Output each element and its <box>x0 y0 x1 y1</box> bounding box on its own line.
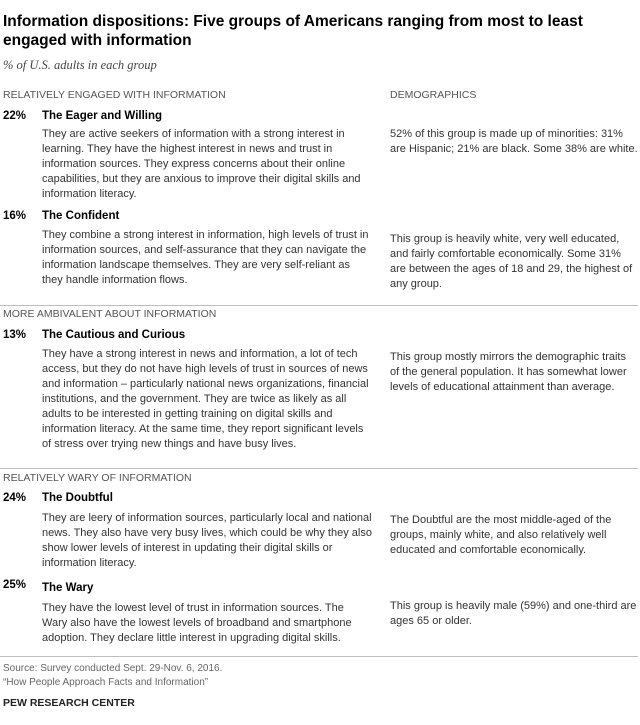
demographics-header: DEMOGRAPHICS <box>390 89 477 101</box>
group-desc-confident: They combine a strong interest in information, high levels of trust in information sources, and self-assurance that they can navigate the information landscape themselves. They are very self-reliant as they handle information flows. <box>42 229 369 286</box>
group-demo-eager: 52% of this group is made up of minorities: 31% are Hispanic; 21% are black. Some 38% are white. <box>390 128 638 155</box>
section-label-wary: RELATIVELY WARY OF INFORMATION <box>3 472 192 484</box>
group-desc-doubtful: They are leery of information sources, particularly local and national news. They also have very busy lives, which could be why they also show lower levels of interest in updating their digital skills or information literacy. <box>42 512 372 569</box>
group-name-wary: The Wary <box>42 582 94 594</box>
group-demo-confident: This group is heavily white, very well educated, and fairly comfortable economically. Some 31% are between the ages of 18 and 29, the highest of any group. <box>390 233 633 290</box>
group-desc-wary: They have the lowest level of trust in information sources. The Wary also have the lowest levels of broadband and smartphone adoption. They declare little interest in upgrading digital skills. <box>42 602 352 644</box>
group-demo-doubtful: The Doubtful are the most middle-aged of the groups, mainly white, and also relatively well educated and comfortable economically. <box>390 514 612 556</box>
group-name-cautious: The Cautious and Curious <box>42 329 186 341</box>
page-title: Information dispositions: Five groups of Americans ranging from most to least engaged with information <box>3 13 583 49</box>
group-name-eager: The Eager and Willing <box>42 110 163 122</box>
section-divider <box>0 468 638 469</box>
organization-name: PEW RESEARCH CENTER <box>3 697 135 709</box>
report-title-note: “How People Approach Facts and Information” <box>3 677 209 688</box>
group-demo-wary: This group is heavily male (59%) and one-third are ages 65 or older. <box>390 600 637 627</box>
group-pct-doubtful: 24% <box>3 492 27 504</box>
group-demo-cautious: This group mostly mirrors the demographic traits of the general population. It has somewhat lower levels of educational attainment than average. <box>390 351 627 393</box>
section-label-engaged: RELATIVELY ENGAGED WITH INFORMATION <box>3 89 226 101</box>
group-pct-confident: 16% <box>3 210 27 222</box>
footer-divider <box>0 656 638 657</box>
group-pct-eager: 22% <box>3 110 27 122</box>
source-note: Source: Survey conducted Sept. 29-Nov. 6, 2016. <box>3 663 223 674</box>
group-name-confident: The Confident <box>42 210 120 222</box>
section-divider <box>0 305 638 306</box>
group-desc-eager: They are active seekers of information with a strong interest in learning. They have the highest interest in news and trust in information sources. They express concerns about their online capabilities, but they are anxious to improve their digital skills and information literacy. <box>42 128 361 200</box>
section-label-ambivalent: MORE AMBIVALENT ABOUT INFORMATION <box>3 308 217 320</box>
page-subtitle: % of U.S. adults in each group <box>3 58 157 72</box>
group-name-doubtful: The Doubtful <box>42 492 113 504</box>
group-desc-cautious: They have a strong interest in news and information, a lot of tech access, but they do not have high levels of trust in sources of news and information – particularly national news organizations, financial institutions, and the government. They are twice as likely as all adults to be interested in getting training on digital skills and information literacy. At the same time, they report significant levels of stress over trying new things and have busy lives. <box>42 348 369 450</box>
group-pct-cautious: 13% <box>3 329 27 341</box>
group-pct-wary: 25% <box>3 579 27 591</box>
